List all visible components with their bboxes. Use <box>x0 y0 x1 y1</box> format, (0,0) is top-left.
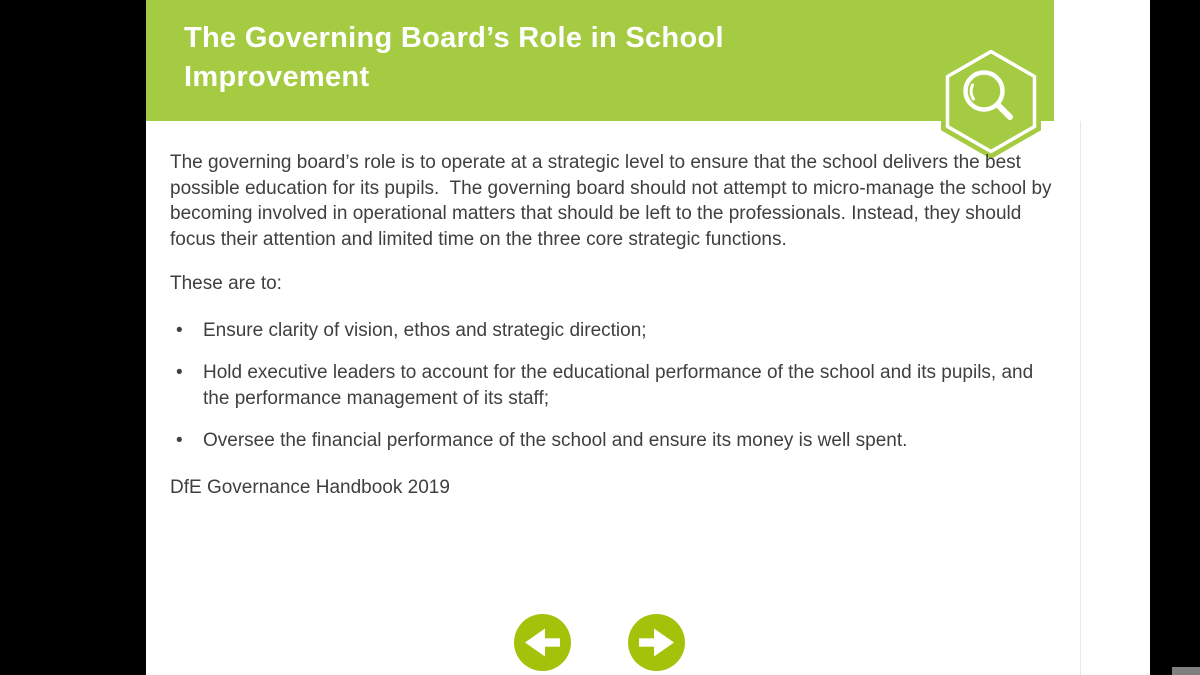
previous-button[interactable] <box>514 614 571 671</box>
arrow-left-icon <box>514 614 571 671</box>
letterbox-right <box>1150 0 1200 675</box>
bullet-list <box>170 318 1055 454</box>
bullet-item: • Oversee the financial performance of the school and ensure its money is well spent. <box>170 428 1055 454</box>
arrow-right-icon <box>628 614 685 671</box>
slide-body <box>170 150 1055 500</box>
slide-title: The Governing Board’s Role in School Improvement <box>184 22 724 93</box>
bullet-item: • Ensure clarity of vision, ethos and strategic direction; <box>170 318 1055 344</box>
scrollbar-thumb[interactable] <box>1172 667 1200 675</box>
body-paragraph: The governing board’s role is to operate at a strategic level to ensure that the school delivers the best possible education for its pupils. The governing board should not attempt to micro-manage the school by becoming involved in operational matters that should be left to the professionals. Instead, they should focus their attention and limited time on the three core strategic functions. <box>170 152 1057 250</box>
bullet-item: • Hold executive leaders to account for the educational performance of the school and its pupils, and the performance management of its staff; <box>170 360 1055 411</box>
magnifier-hexagon-icon <box>941 44 1041 159</box>
intro-line: These are to: <box>170 273 282 294</box>
slide-right-border <box>1080 121 1081 675</box>
next-button[interactable] <box>628 614 685 671</box>
letterbox-left <box>0 0 146 675</box>
title-banner <box>146 0 1054 121</box>
source-citation: DfE Governance Handbook 2019 <box>170 476 450 498</box>
